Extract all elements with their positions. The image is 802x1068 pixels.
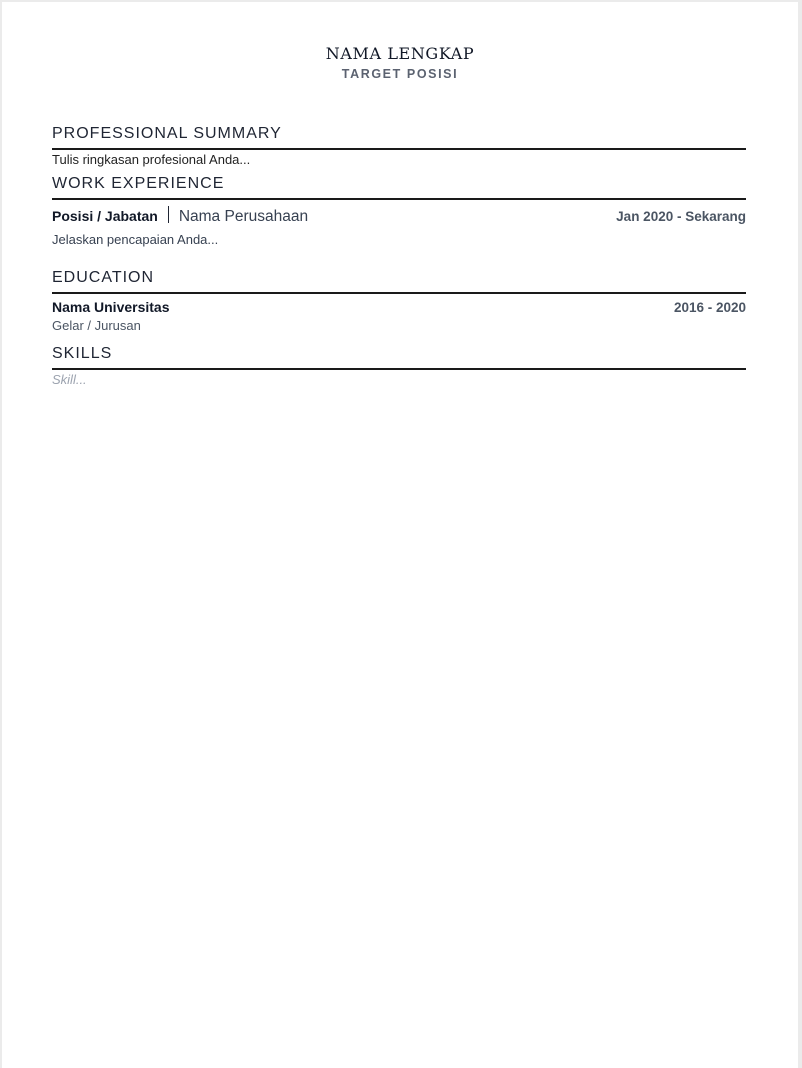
resume-header <box>2 44 798 82</box>
target-position[interactable]: TARGET POSISI <box>341 67 459 81</box>
degree[interactable]: Gelar / Jurusan <box>52 318 141 333</box>
education-period[interactable]: 2016 - 2020 <box>673 300 746 315</box>
experience-section <box>52 174 746 248</box>
summary-section <box>52 124 746 168</box>
separator <box>168 206 169 223</box>
job-position[interactable]: Posisi / Jabatan <box>52 208 158 224</box>
resume-body <box>52 124 746 387</box>
full-name[interactable]: NAMA LENGKAP <box>325 44 475 63</box>
resume-page <box>2 2 798 1068</box>
school-name[interactable]: Nama Universitas <box>52 299 170 315</box>
job-header <box>52 204 308 226</box>
skill-input[interactable]: Skill... <box>52 372 87 387</box>
experience-heading: WORK EXPERIENCE <box>52 174 746 200</box>
education-section <box>52 268 746 334</box>
summary-heading: PROFESSIONAL SUMMARY <box>52 124 746 150</box>
skills-section <box>52 344 746 387</box>
summary-text[interactable]: Tulis ringkasan profesional Anda... <box>52 152 251 167</box>
skills-heading: SKILLS <box>52 344 746 370</box>
job-description[interactable]: Jelaskan pencapaian Anda... <box>52 232 219 247</box>
company-name[interactable]: Nama Perusahaan <box>178 208 309 225</box>
education-heading: EDUCATION <box>52 268 746 294</box>
job-period[interactable]: Jan 2020 - Sekarang <box>616 209 746 224</box>
experience-item <box>52 204 746 226</box>
education-item <box>52 299 746 315</box>
